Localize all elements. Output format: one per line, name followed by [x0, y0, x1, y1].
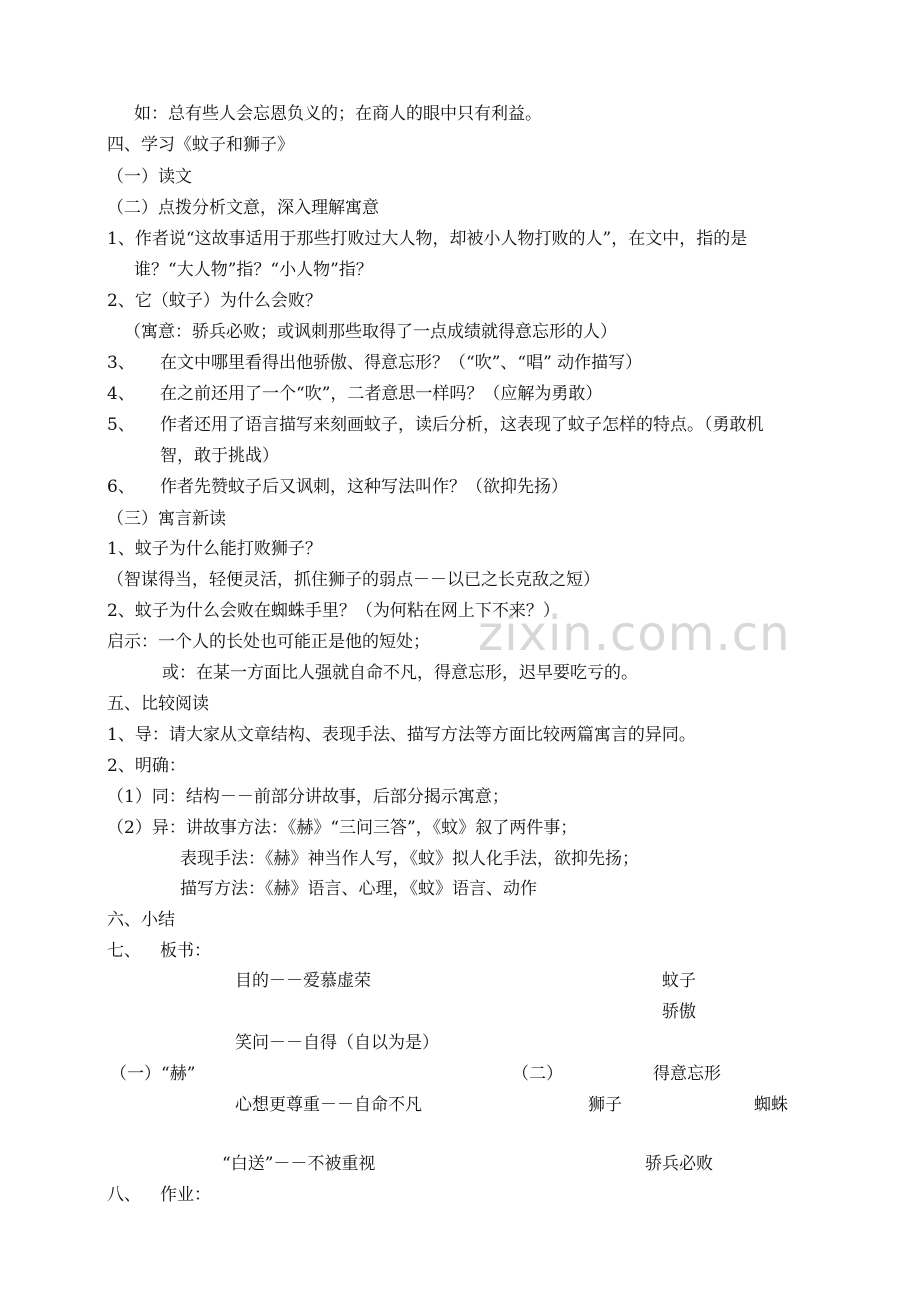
text-line: （1）同：结构－－前部分讲故事，后部分揭示寓意； [107, 787, 509, 807]
text-line: 作者还用了语言描写来刻画蚊子，读后分析，这表现了蚊子怎样的特点。（勇敢机 [160, 415, 764, 435]
section-heading: 七、 [107, 941, 141, 961]
board-left-title: （一）“赫” [110, 1064, 196, 1084]
board-right-line: 骄傲 [662, 1002, 696, 1022]
item-number: 4、 [107, 384, 135, 404]
watermark-text: zixin.com.cn [478, 606, 791, 662]
text-line: 智，敢于挑战） [160, 446, 279, 466]
text-line: （2）异：讲故事方法：《赫》“三问三答”，《蚊》叙了两件事； [107, 818, 578, 838]
section-heading: 八、 [107, 1185, 141, 1205]
board-right-line: 得意忘形 [653, 1064, 721, 1084]
board-right-line: 狮子 [588, 1095, 622, 1115]
text-line: 1、作者说“这故事适用于那些打败过大人物，却被小人物打败的人”，在文中，指的是 [107, 229, 748, 249]
text-line: 如：总有些人会忘恩负义的；在商人的眼中只有利益。 [134, 104, 542, 124]
section-heading: 五、比较阅读 [107, 694, 209, 714]
text-line: 作业： [160, 1185, 211, 1205]
section-heading: 四、学习《蚊子和狮子》 [107, 135, 294, 155]
text-line: 1、蚊子为什么能打败狮子？ [107, 539, 322, 559]
text-line: 2、它（蚊子）为什么会败？ [107, 291, 322, 311]
text-line: （一）读文 [107, 167, 192, 187]
text-line: 作者先赞蚊子后又讽刺，这种写法叫作？（欲抑先扬） [160, 477, 568, 497]
text-line: 板书： [160, 941, 211, 961]
board-right-line: 骄兵必败 [645, 1154, 713, 1174]
text-line: 启示：一个人的长处也可能正是他的短处； [107, 632, 430, 652]
text-line: 谁？“大人物”指？“小人物”指？ [134, 260, 373, 280]
text-line: （三）寓言新读 [107, 509, 226, 529]
text-line: 2、明确： [107, 756, 186, 776]
board-left-line: 心想更尊重－－自命不凡 [235, 1095, 422, 1115]
text-line: 或：在某一方面比人强就自命不凡，得意忘形，迟早要吃亏的。 [162, 663, 638, 683]
text-line: 在文中哪里看得出他骄傲、得意忘形？（“吹”、“唱” 动作描写） [160, 353, 643, 373]
text-line: 表现手法：《赫》神当作人写，《蚊》拟人化手法，欲抑先扬； [180, 849, 639, 869]
item-number: 5、 [107, 415, 135, 435]
section-heading: 六、小结 [107, 910, 175, 930]
text-line: （二）点拨分析文意，深入理解寓意 [107, 198, 379, 218]
item-number: 6、 [107, 477, 135, 497]
text-line: （智谋得当，轻便灵活，抓住狮子的弱点－－以已之长克敌之短） [107, 570, 600, 590]
text-line: 描写方法：《赫》语言、心理，《蚊》语言、动作 [180, 879, 537, 899]
board-left-line: 目的－－爱慕虚荣 [235, 971, 371, 991]
text-line: （寓意：骄兵必败；或讽刺那些取得了一点成绩就得意忘形的人） [124, 322, 617, 342]
text-line: 在之前还用了一个“吹”，二者意思一样吗？（应解为勇敢） [160, 384, 603, 404]
item-number: 3、 [107, 353, 135, 373]
board-left-line: “白送”－－不被重视 [222, 1154, 376, 1174]
text-line: 1、导：请大家从文章结构、表现手法、描写方法等方面比较两篇寓言的异同。 [107, 725, 696, 745]
board-left-line: 笑问－－自得（自以为是） [235, 1033, 439, 1053]
board-right-title: （二） [512, 1064, 563, 1084]
board-right-line: 蚊子 [662, 971, 696, 991]
board-right-line: 蜘蛛 [754, 1095, 788, 1115]
text-line: 2、蚊子为什么会败在蜘蛛手里？（为何粘在网上下不来？） [107, 601, 560, 621]
